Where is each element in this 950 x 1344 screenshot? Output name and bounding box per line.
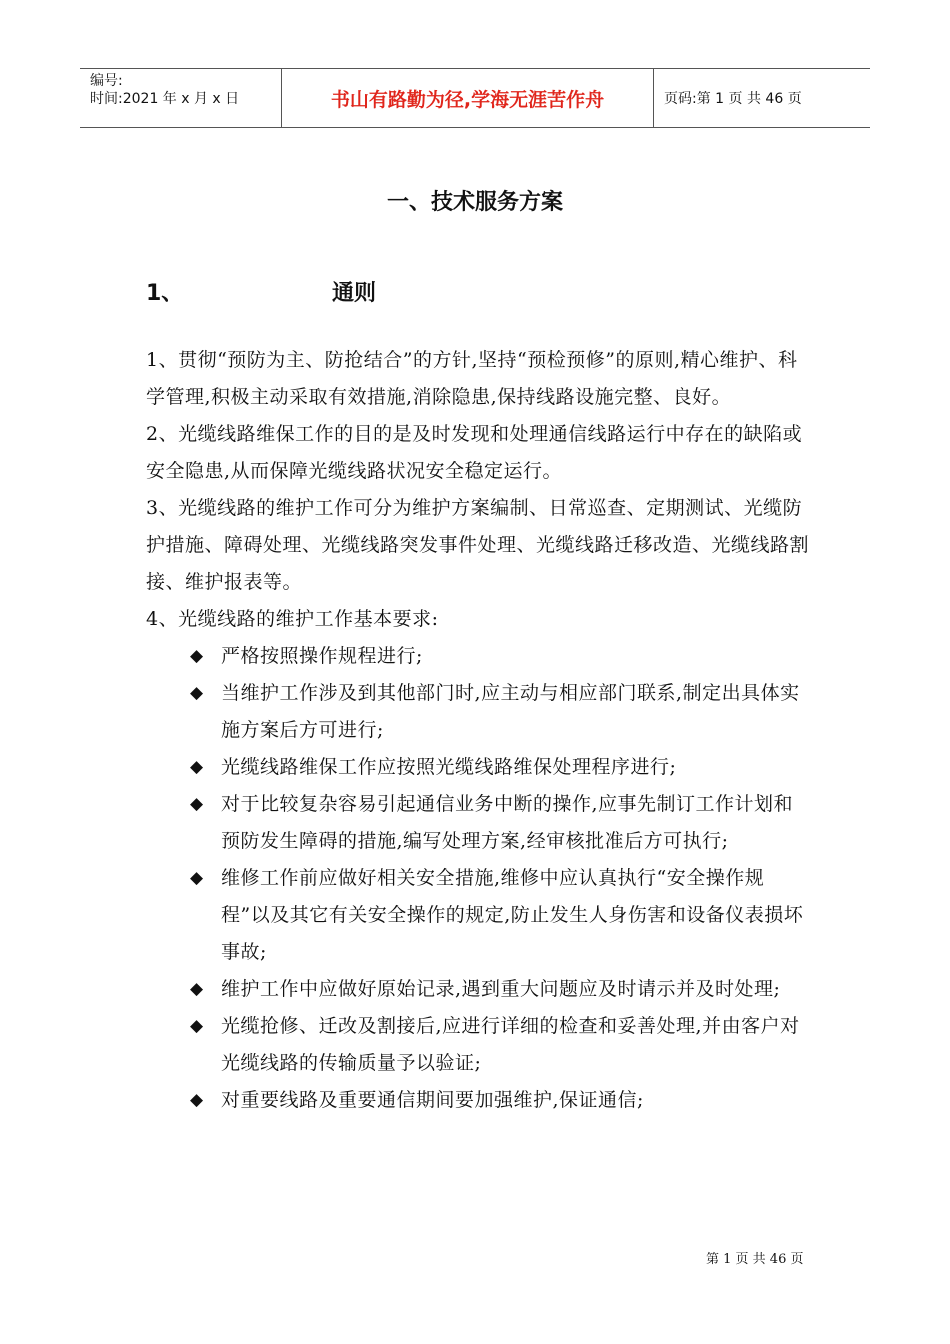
- diamond-bullet-icon: ◆: [190, 868, 204, 888]
- section-title: 通则: [332, 281, 377, 306]
- paragraph: 1、贯彻“预防为主、防抢结合”的方针,坚持“预检预修”的原则,精心维护、科学管理,积极主动采取有效措施,消除隐患,保持线路设施完整、良好。: [146, 349, 798, 408]
- diamond-bullet-icon: ◆: [190, 1016, 204, 1036]
- list-item-text: 维护工作中应做好原始记录,遇到重大问题应及时请示并及时处理;: [221, 978, 781, 1000]
- list-item-text: 严格按照操作规程进行;: [221, 645, 423, 667]
- document-title: 一、技术服务方案: [386, 190, 563, 215]
- section-number: 1、: [146, 281, 184, 306]
- list-item-text: 对重要线路及重要通信期间要加强维护,保证通信;: [221, 1089, 644, 1111]
- page-header: [80, 68, 870, 128]
- paragraph: 2、光缆线路维保工作的目的是及时发现和处理通信线路运行中存在的缺陷或安全隐患,从而保障光缆线路状况安全稳定运行。: [146, 423, 803, 482]
- document-date-label: 时间:2021 年 x 月 x 日: [90, 91, 240, 107]
- diamond-bullet-icon: ◆: [190, 794, 204, 814]
- diamond-bullet-icon: ◆: [190, 683, 204, 703]
- list-item: [146, 638, 810, 675]
- list-item-text: 维修工作前应做好相关安全措施,维修中应认真执行“安全操作规程”以及其它有关安全操作的规定,防止发生人身伤害和设备仪表损坏事故;: [221, 867, 804, 963]
- document-number-label: 编号:: [90, 73, 123, 89]
- diamond-bullet-icon: ◆: [190, 646, 204, 666]
- document-body: [146, 342, 810, 1119]
- page-footer: 第 1 页 共 46 页: [706, 1252, 804, 1267]
- list-item: [146, 1082, 810, 1119]
- list-item-text: 当维护工作涉及到其他部门时,应主动与相应部门联系,制定出具体实施方案后方可进行;: [221, 682, 800, 741]
- paragraph: 4、光缆线路的维护工作基本要求:: [146, 608, 439, 630]
- requirements-list: [146, 638, 810, 1119]
- header-meta: [80, 69, 281, 127]
- list-item-text: 光缆抢修、迁改及割接后,应进行详细的检查和妥善处理,并由客户对光缆线路的传输质量予以验证;: [221, 1015, 800, 1074]
- list-item: [146, 786, 810, 860]
- list-item: [146, 1008, 810, 1082]
- header-page-number: 页码:第 1 页 共 46 页: [664, 91, 802, 107]
- diamond-bullet-icon: ◆: [190, 979, 204, 999]
- list-item: [146, 749, 810, 786]
- header-motto: 书山有路勤为径,学海无涯苦作舟: [281, 69, 654, 127]
- list-item: [146, 860, 810, 971]
- list-item: [146, 675, 810, 749]
- list-item: [146, 971, 810, 1008]
- diamond-bullet-icon: ◆: [190, 757, 204, 777]
- list-item-text: 光缆线路维保工作应按照光缆线路维保处理程序进行;: [221, 756, 677, 778]
- diamond-bullet-icon: ◆: [190, 1090, 204, 1110]
- section-heading: [146, 276, 376, 307]
- list-item-text: 对于比较复杂容易引起通信业务中断的操作,应事先制订工作计划和预防发生障碍的措施,编写处理方案,经审核批准后方可执行;: [221, 793, 794, 852]
- paragraph: 3、光缆线路的维护工作可分为维护方案编制、日常巡查、定期测试、光缆防护措施、障碍处理、光缆线路突发事件处理、光缆线路迁移改造、光缆线路割接、维护报表等。: [146, 497, 810, 593]
